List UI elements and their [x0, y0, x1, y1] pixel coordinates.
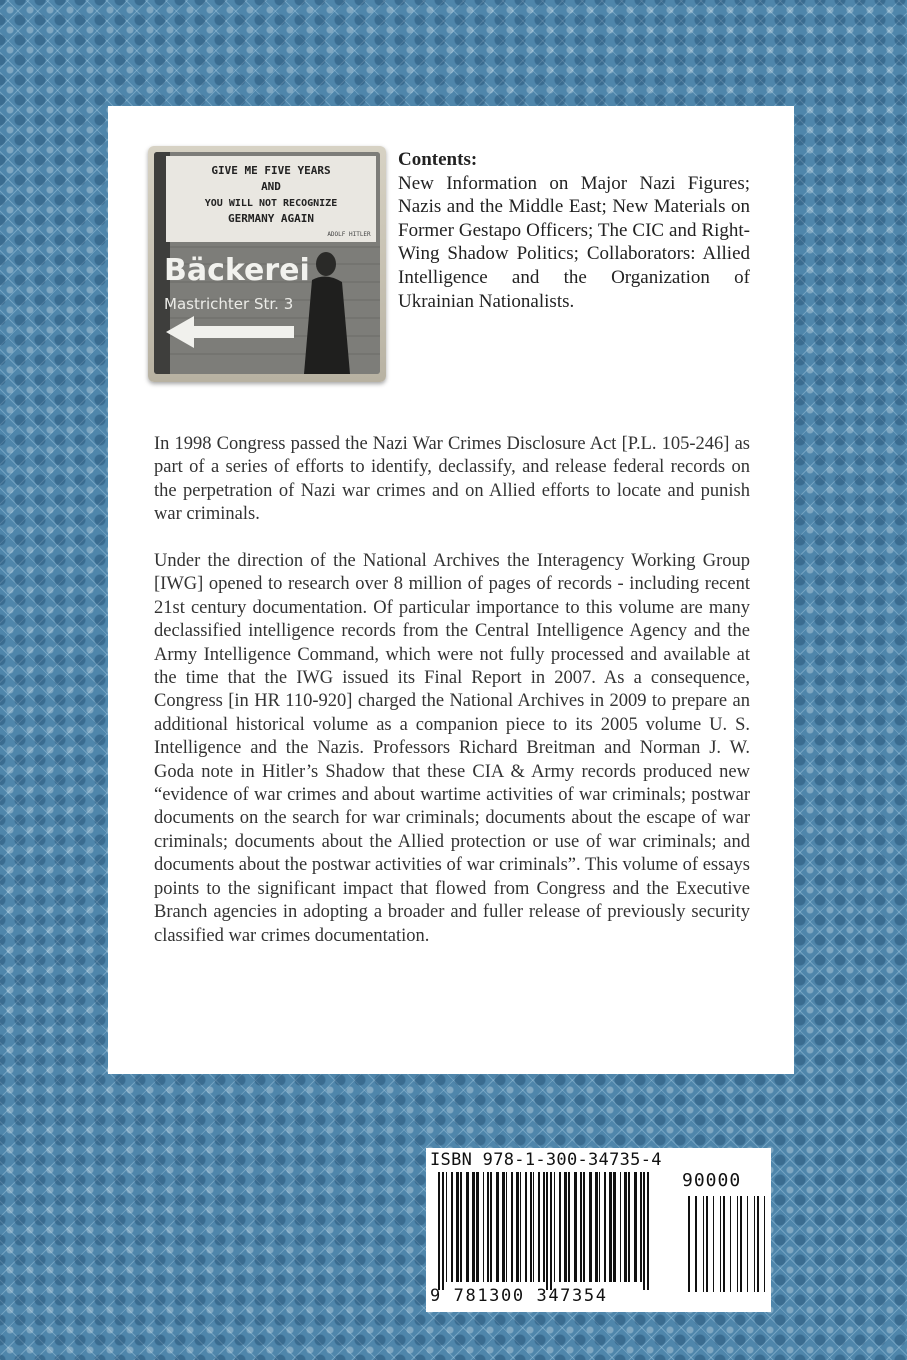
- sign-signature: ADOLF HITLER: [327, 231, 371, 238]
- contents-block: [398, 148, 750, 313]
- barcode-bar: [525, 1172, 527, 1282]
- barcode-bar: [703, 1196, 704, 1292]
- photo-image: [154, 152, 380, 374]
- barcode-bar: [609, 1172, 612, 1282]
- barcode-bar: [595, 1172, 598, 1282]
- barcode-digits: 9 781300 347354: [430, 1286, 608, 1306]
- barcode-bar: [506, 1172, 507, 1282]
- isbn-label: ISBN 978-1-300-34735-4: [430, 1150, 662, 1170]
- barcode-bar: [620, 1172, 621, 1282]
- barcode-bar: [460, 1172, 462, 1282]
- barcode-bar: [438, 1172, 440, 1290]
- barcode-bar: [640, 1172, 642, 1282]
- barcode-bar: [466, 1172, 469, 1282]
- barcode-bar: [706, 1196, 708, 1292]
- barcode-bar: [647, 1172, 649, 1290]
- barcode-bar: [747, 1196, 748, 1292]
- barcode-bar: [624, 1172, 627, 1282]
- barcode-bar: [511, 1172, 513, 1282]
- barcode-bar: [737, 1196, 738, 1292]
- description-paragraph-1: In 1998 Congress passed the Nazi War Crimes Disclosure Act [P.L. 105-246] as part of a series of efforts to identify, declassify, and release federal records on the perpetration of Nazi war crimes and on Allied efforts to locate and punish war criminals.: [154, 434, 750, 525]
- barcode-bar: [730, 1196, 731, 1292]
- barcode-bar: [634, 1172, 637, 1282]
- barcode-bar: [757, 1196, 759, 1292]
- barcode-bar: [713, 1196, 714, 1292]
- barcode-bar: [476, 1172, 479, 1282]
- barcode-bar: [533, 1172, 534, 1282]
- barcode-bar: [583, 1172, 585, 1282]
- barcode-bar: [568, 1172, 570, 1282]
- barcode-bar: [754, 1196, 755, 1292]
- barcode-bar: [520, 1172, 521, 1282]
- barcode-bar: [599, 1172, 600, 1282]
- barcode-bar: [538, 1172, 540, 1282]
- barcode-bar: [502, 1172, 505, 1282]
- barcode-bar: [451, 1172, 453, 1282]
- barcode-bar: [589, 1172, 592, 1282]
- barcode-bar: [554, 1172, 555, 1282]
- street-name: Mastrichter Str. 3: [164, 295, 294, 313]
- barcode-bar: [604, 1172, 606, 1282]
- barcode-bar: [487, 1172, 489, 1282]
- barcode-bar: [643, 1172, 645, 1290]
- price-code: 90000: [682, 1170, 742, 1191]
- barcode-bar: [446, 1172, 447, 1282]
- sign-line-3: YOU WILL NOT RECOGNIZE: [204, 198, 338, 209]
- barcode-bar: [720, 1196, 721, 1292]
- sign-line-1: GIVE ME FIVE YEARS: [211, 164, 331, 177]
- barcode-bar: [764, 1196, 765, 1292]
- barcode-bar: [550, 1172, 552, 1290]
- barcode-bar: [496, 1172, 499, 1282]
- barcode-bar: [613, 1172, 616, 1282]
- barcode-box: [426, 1148, 771, 1312]
- barcode-bar: [472, 1172, 475, 1282]
- sign-line-4: GERMANY AGAIN: [227, 212, 315, 225]
- barcode-bar: [559, 1172, 561, 1282]
- barcode-bar: [695, 1196, 697, 1292]
- description-paragraph-2: Under the direction of the National Archives the Interagency Working Group [IWG] opened to research over 8 million of pages of records - including recent 21st century documentation. Of particular importance to this volume are many declassified intelligence records from the Central Intelligence Agency and the Army Intelligence Command, which were not fully processed and available at the time that the IWG issued its Final Report in 2007. As a consequence, Congress [in HR 110-920] charged the National Archives in 2009 to prepare an additional historical volume as a companion piece to its 2005 volume U. S. Intelligence and the Nazis. Professors Richard Breitman and Norman J. W. Goda note in Hitler’s Shadow that these CIA & Army records produced new “evidence of war crimes and about wartime activities of war criminals; postwar documents on the search for war criminals; documents about the escape of war criminals; documents about the Allied protection or use of war criminals; and documents about the postwar activities of war criminals”. This volume of essays points to the significant impact that flowed from Congress and the Executive Branch agencies in adopting a broader and fuller release of previously security classified war crimes documentation.: [154, 551, 750, 946]
- barcode-bar: [543, 1172, 545, 1282]
- barcode-bar: [442, 1172, 444, 1290]
- barcode-bar: [628, 1172, 630, 1282]
- contents-heading: Contents:: [398, 149, 478, 170]
- cover-photo: [148, 146, 386, 382]
- barcode-bar: [688, 1196, 690, 1292]
- barcode-bar: [456, 1172, 459, 1282]
- barcode-bar: [723, 1196, 725, 1292]
- barcode-bar: [516, 1172, 519, 1282]
- barcode-bar: [546, 1172, 548, 1290]
- barcode-bar: [564, 1172, 567, 1282]
- shop-name: Bäckerei: [164, 253, 310, 288]
- barcode-bar: [483, 1172, 484, 1282]
- barcode-bar: [580, 1172, 582, 1282]
- barcode-bar: [574, 1172, 577, 1282]
- sign-line-2: AND: [261, 180, 281, 193]
- barcode-bar: [490, 1172, 492, 1282]
- contents-body: New Information on Major Nazi Figures; Nazis and the Middle East; New Materials on Former Gestapo Officers; The CIC and Right-Wing Shadow Politics; Collaborators: Allied Intelligence and the Organization of Ukrainian Nationalists.: [398, 172, 750, 312]
- barcode-bar: [530, 1172, 532, 1282]
- barcode-bar: [740, 1196, 742, 1292]
